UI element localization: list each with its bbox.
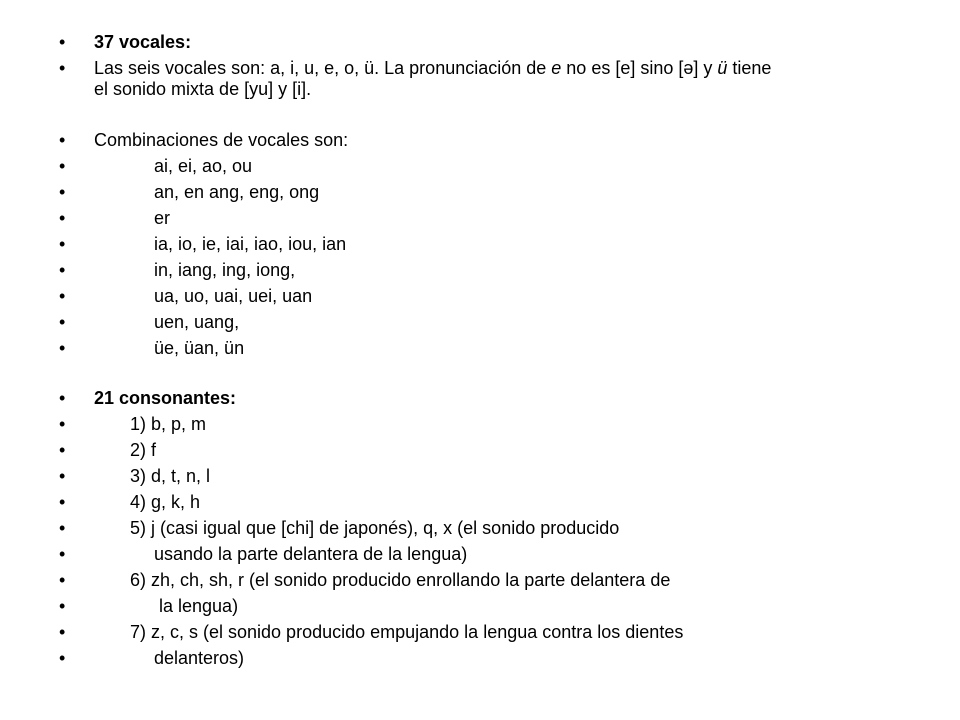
vowels-desc-e: e	[551, 58, 562, 78]
bullet: •	[59, 312, 66, 332]
combination-text: ia, io, ie, iai, iao, iou, ian	[154, 234, 347, 254]
combination-text: ai, ei, ao, ou	[154, 156, 253, 176]
consonant-text: 4) g, k, h	[130, 492, 201, 512]
bullet: •	[59, 260, 66, 280]
bullet: •	[59, 338, 66, 358]
bullet: •	[59, 388, 66, 408]
consonant-text: 2) f	[130, 440, 157, 460]
consonant-text: usando la parte delantera de la lengua)	[154, 544, 468, 564]
vowels-desc-part: tiene	[727, 58, 772, 78]
bullet: •	[59, 130, 66, 150]
bullet: •	[59, 182, 66, 202]
vowels-desc-part: no es [e] sino [ə] y	[561, 58, 718, 78]
bullet: •	[59, 234, 66, 254]
consonants-heading: 21 consonantes:	[94, 388, 237, 408]
vowels-description-line2: el sonido mixta de [yu] y [i].	[94, 79, 312, 99]
bullet: •	[59, 414, 66, 434]
combination-text: üe, üan, ün	[154, 338, 245, 358]
bullet: •	[59, 622, 66, 642]
combination-text: ua, uo, uai, uei, uan	[154, 286, 313, 306]
bullet: •	[59, 286, 66, 306]
consonant-text: 7) z, c, s (el sonido producido empujando la lengua contra los dientes	[130, 622, 684, 642]
bullet: •	[59, 208, 66, 228]
bullet: •	[59, 570, 66, 590]
bullet: •	[59, 466, 66, 486]
vowels-heading: 37 vocales:	[94, 32, 192, 52]
consonant-text: 3) d, t, n, l	[130, 466, 211, 486]
bullet: •	[59, 544, 66, 564]
bullet: •	[59, 32, 66, 52]
bullet: •	[59, 440, 66, 460]
vowels-description-line1	[94, 58, 771, 78]
combination-text: in, iang, ing, iong,	[154, 260, 296, 280]
combination-text: an, en ang, eng, ong	[154, 182, 320, 202]
consonant-text: la lengua)	[159, 596, 239, 616]
combinations-heading: Combinaciones de vocales son:	[94, 130, 349, 150]
bullet: •	[59, 156, 66, 176]
vowels-desc-u: ü	[717, 58, 728, 78]
bullet: •	[59, 518, 66, 538]
consonant-text: 6) zh, ch, sh, r (el sonido producido enrollando la parte delantera de	[130, 570, 671, 590]
bullet: •	[59, 648, 66, 668]
bullet: •	[59, 492, 66, 512]
vowels-desc-part: Las seis vocales son: a, i, u, e, o, ü. La pronunciación de	[94, 58, 552, 78]
bullet: •	[59, 58, 66, 78]
consonant-text: 1) b, p, m	[130, 414, 207, 434]
combination-text: uen, uang,	[154, 312, 240, 332]
bullet: •	[59, 596, 66, 616]
combination-text: er	[154, 208, 171, 228]
consonant-text: delanteros)	[154, 648, 245, 668]
consonant-text: 5) j (casi igual que [chi] de japonés), q, x (el sonido producido	[130, 518, 620, 538]
